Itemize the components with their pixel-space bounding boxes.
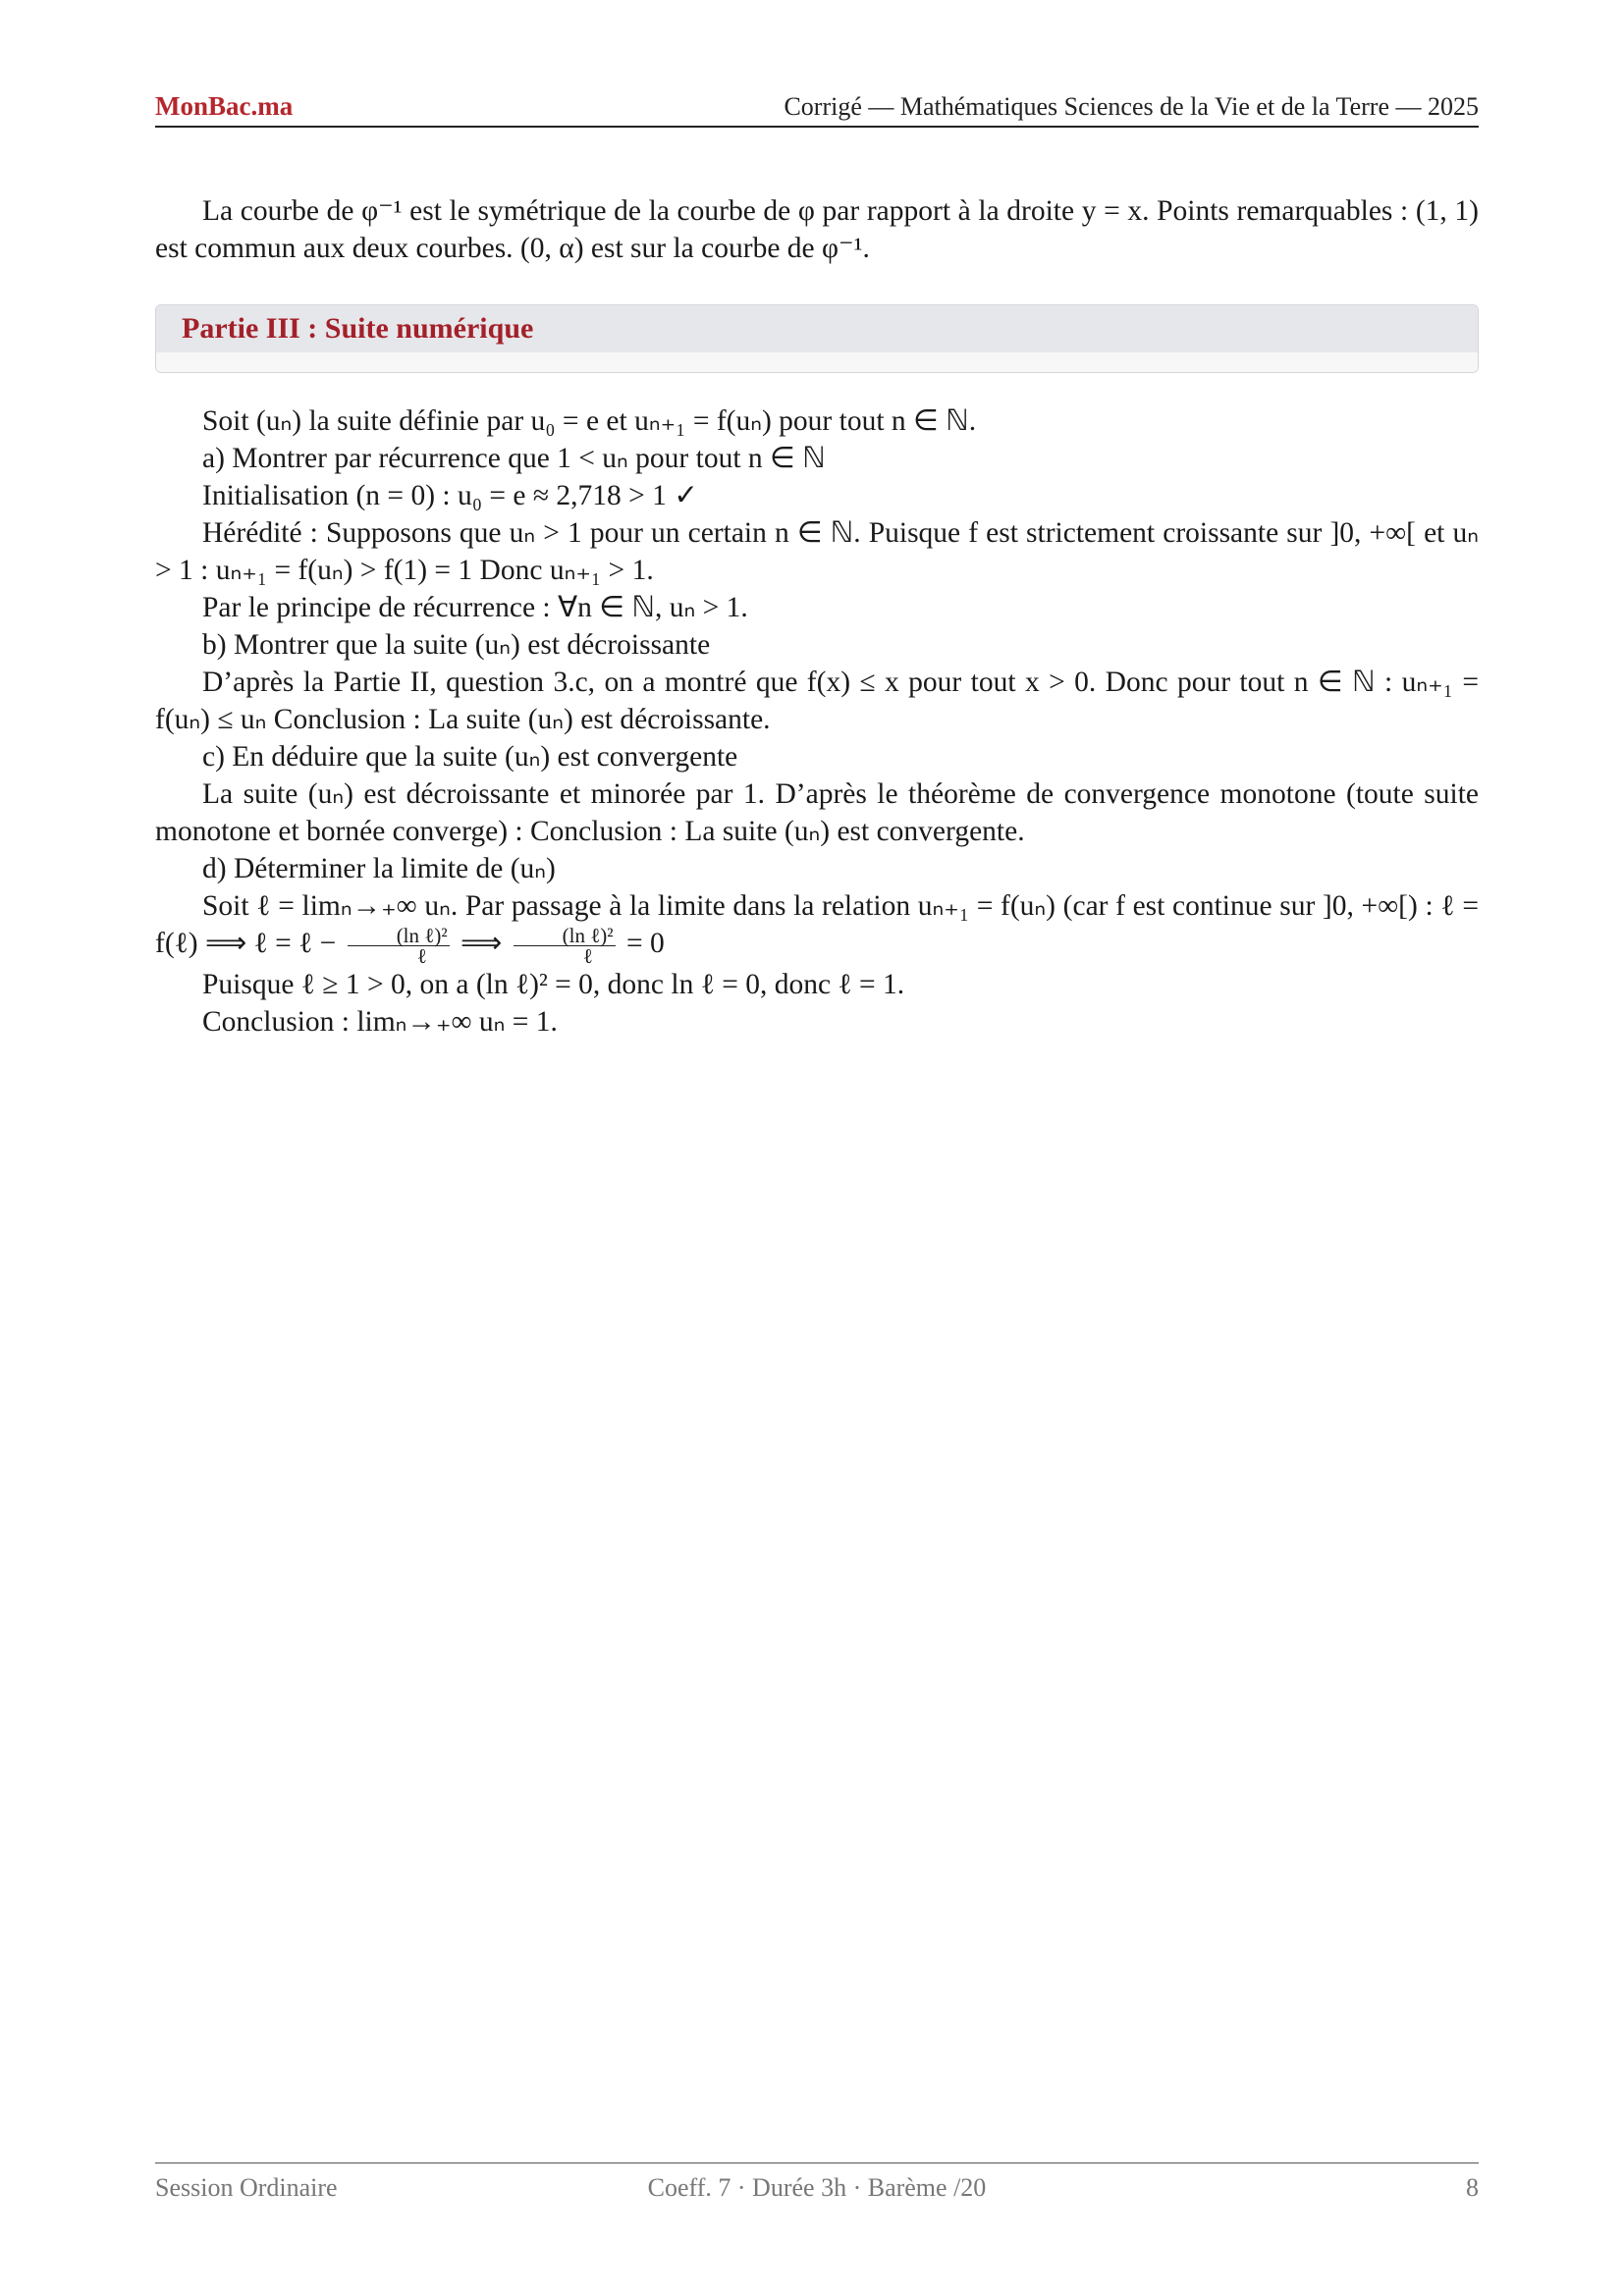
section-box	[155, 304, 1479, 373]
fraction-1	[348, 923, 450, 968]
fraction-2	[514, 923, 616, 968]
body-line-5: Par le principe de récurrence : ∀n ∈ ℕ, uₙ > 1.	[202, 592, 748, 623]
body-line-12: Puisque ℓ ≥ 1 > 0, on a (ln ℓ)² = 0, donc ln ℓ = 0, donc ℓ = 1.	[202, 968, 905, 1000]
section-title: Partie III : Suite numérique	[156, 305, 1478, 352]
equals-zero: = 0	[625, 928, 665, 959]
page-number: 8	[1466, 2173, 1479, 2202]
body-line-1: Soit (uₙ) la suite définie par u₀ = e et uₙ₊₁ = f(uₙ) pour tout n ∈ ℕ.	[202, 405, 977, 437]
body-line-3: Initialisation (n = 0) : u₀ = e ≈ 2,718 > 1 ✓	[202, 480, 699, 511]
fraction-2-den: ℓ	[582, 943, 593, 968]
section-box-body	[156, 352, 1478, 372]
fraction-2-num: (ln ℓ)²	[514, 926, 616, 946]
page-footer	[155, 2173, 1479, 2203]
footer-center: Coeff. 7 · Durée 3h · Barème /20	[647, 2173, 987, 2202]
question-b: b) Montrer que la suite (uₙ) est décroissante	[202, 629, 711, 661]
page-header	[155, 90, 1479, 128]
question-a: a) Montrer par récurrence que 1 < uₙ pour tout n ∈ ℕ	[202, 443, 826, 474]
fraction-1-den: ℓ	[416, 943, 427, 968]
body-line-4: Hérédité : Supposons que uₙ > 1 pour un certain n ∈ ℕ. Puisque f est strictement croissante sur ]0, +∞[ et uₙ > 1 : uₙ₊₁ = f(uₙ) > f(1) = 1 Donc uₙ₊₁ > 1.	[155, 517, 1479, 586]
conclusion-line: Conclusion : limₙ→₊∞ uₙ = 1.	[202, 1005, 558, 1038]
brand-logo-text: MonBac.ma	[155, 91, 294, 121]
implies-symbol: ⟹	[460, 928, 503, 959]
question-c: c) En déduire que la suite (uₙ) est convergente	[202, 741, 738, 773]
intro-paragraph: La courbe de φ⁻¹ est le symétrique de la courbe de φ par rapport à la droite y = x. Points remarquables : (1, 1) est commun aux deux courbes. (0, α) est sur la courbe de φ⁻¹.	[155, 195, 1479, 264]
limit-text: Soit ℓ = limₙ→₊∞ uₙ. Par passage à la limite dans la relation uₙ₊₁ = f(uₙ) (car f est continue sur ]0, +∞[) : ℓ = f(ℓ) ⟹ ℓ = ℓ −	[155, 890, 1479, 959]
header-title: Corrigé — Mathématiques Sciences de la Vie et de la Terre — 2025	[784, 92, 1479, 121]
page-content	[155, 192, 1479, 1041]
footer-left: Session Ordinaire	[155, 2173, 338, 2202]
body-line-7: D’après la Partie II, question 3.c, on a montré que f(x) ≤ x pour tout x > 0. Donc pour tout n ∈ ℕ : uₙ₊₁ = f(uₙ) ≤ uₙ Conclusion : La suite (uₙ) est décroissante.	[155, 667, 1479, 735]
limit-derivation	[155, 887, 1479, 966]
fraction-1-num: (ln ℓ)²	[348, 926, 450, 946]
body-line-9: La suite (uₙ) est décroissante et minorée par 1. D’après le théorème de convergence monotone (toute suite monotone et bornée converge) : Conclusion : La suite (uₙ) est convergente.	[155, 778, 1479, 847]
question-d: d) Déterminer la limite de (uₙ)	[202, 853, 556, 884]
